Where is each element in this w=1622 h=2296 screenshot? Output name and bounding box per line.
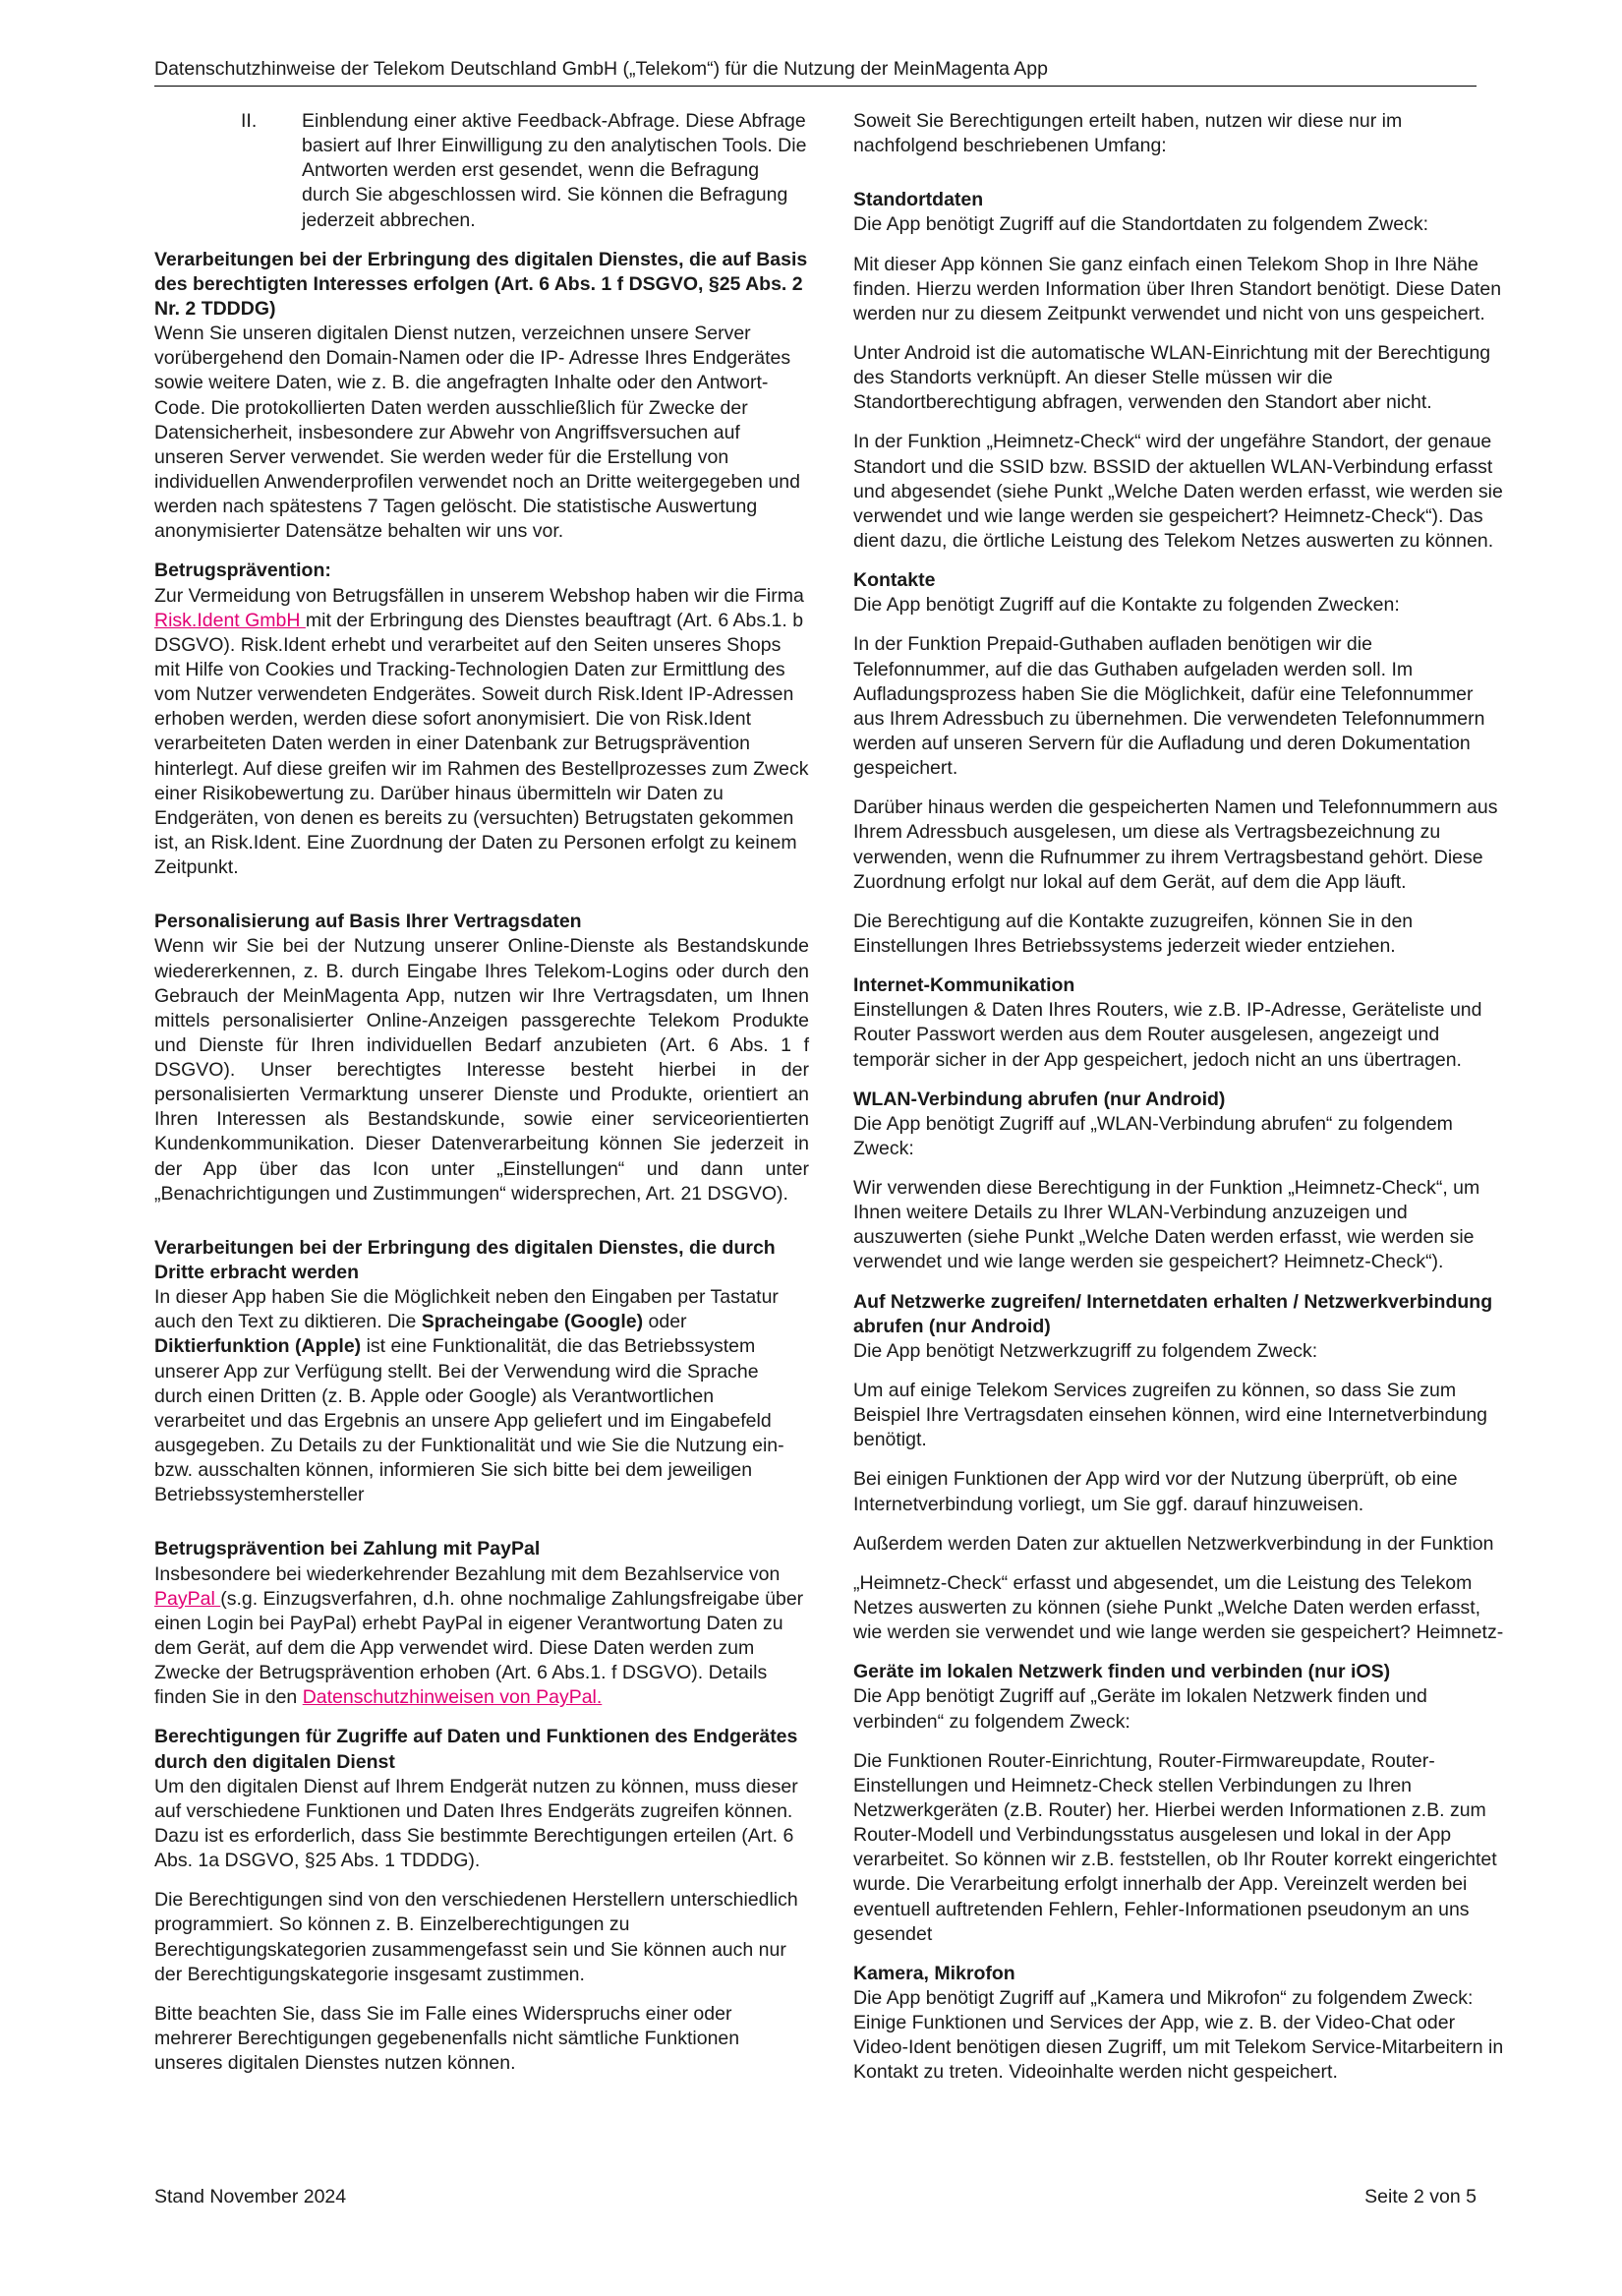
section-heading: Verarbeitungen bei der Erbringung des digitalen Dienstes, die auf Basis des berechtigten Interesses erfolgen (Art. 6 Abs. 1 f DSGVO, §25 Abs. 2 Nr. 2 TDDDG) bbox=[154, 248, 808, 320]
section-heading: Internet-Kommunikation bbox=[853, 974, 1075, 997]
paragraph bbox=[154, 1562, 809, 1711]
section-kontakte bbox=[853, 568, 1508, 959]
paragraph bbox=[154, 1285, 809, 1507]
text-run: mit der Erbringung des Dienstes beauftragt (Art. 6 Abs.1. b DSGVO). Risk.Ident erhebt und verarbeitet auf den Seiten unseres Shops mit Hilfe von Cookies und Tracking-Technologien Daten zur Ermittlung des vom Nutzer verwendeten Endgerätes. Soweit durch Risk.Ident IP-Adressen erhoben werden, werden diese sofort anonymisiert. Die von Risk.Ident verarbeiteten Daten werden in einer Datenbank zur Betrugsprävention hinterlegt. Auf diese greifen wir im Rahmen des Bestellprozesses zum Zweck einer Risikobewertung zu. Darüber hinaus übermitteln wir Daten zu Endgeräten, von denen es bereits zu (versuchten) Betrugstaten gekommen ist, an Risk.Ident. Eine Zuordnung der Daten zu Personen erfolgt zu keinem Zeitpunkt. bbox=[154, 609, 809, 879]
section-heading: WLAN-Verbindung abrufen (nur Android) bbox=[853, 1088, 1226, 1110]
text-run: oder bbox=[643, 1311, 687, 1333]
section-kamera-mikrofon bbox=[853, 1962, 1508, 2086]
risk-ident-link[interactable]: Risk.Ident GmbH bbox=[154, 609, 306, 631]
section-berechtigtes-interesse bbox=[154, 248, 809, 545]
bold-term: Diktierfunktion (Apple) bbox=[154, 1335, 362, 1358]
section-wlan-verbindung bbox=[853, 1088, 1508, 1275]
paragraph: Die App benötigt Zugriff auf „WLAN-Verbindung abrufen“ zu folgendem Zweck: bbox=[853, 1112, 1453, 1159]
page-number: Seite 2 von 5 bbox=[1364, 2186, 1477, 2208]
paragraph: Außerdem werden Daten zur aktuellen Netzwerkverbindung in der Funktion bbox=[853, 1532, 1494, 1555]
section-paypal bbox=[154, 1537, 809, 1710]
paragraph: Die Funktionen Router-Einrichtung, Router-Firmwareupdate, Router-Einstellungen und Heimnetz-Check stellen Verbindungen zu Ihren Netzwerkgeräten (z.B. Router) her. Hierbei werden Informationen z.B. zum Router-Modell und Verbindungsstatus ausgelesen und lokal in der App verarbeitet. So können wir z.B. feststellen, ob Ihr Router korrekt eingerichtet wurde. Die Verarbeitung erfolgt innerhalb der App. Vereinzelt werden bei eventuell auftretenden Fehlern, Fehler-Informationen pseudonym an uns gesendet bbox=[853, 1749, 1497, 1945]
left-column bbox=[154, 109, 809, 2090]
section-heading: Verarbeitungen bei der Erbringung des digitalen Dienstes, die durch Dritte erbracht werden bbox=[154, 1236, 776, 1284]
paragraph bbox=[154, 584, 809, 881]
paragraph: In der Funktion „Heimnetz-Check“ wird der ungefähre Standort, der genaue Standort und die SSID bzw. BSSID der aktuellen WLAN-Verbindung erfasst und abgesendet (siehe Punkt „Welche Daten werden erfasst, wie werden sie verwendet und wie lange werden sie gespeichert? Heimnetz-Check“). Das dient dazu, die örtliche Leistung des Telekom Netzes auswerten zu können. bbox=[853, 431, 1503, 552]
section-heading: Kontakte bbox=[853, 569, 936, 592]
paragraph: Bitte beachten Sie, dass Sie im Falle eines Widerspruchs einer oder mehrerer Berechtigungen gegebenenfalls nicht sämtliche Funktionen unseres digitalen Dienstes nutzen können. bbox=[154, 2002, 740, 2075]
section-betrugspraevention bbox=[154, 559, 809, 880]
section-heading: Kamera, Mikrofon bbox=[853, 1962, 1015, 1984]
section-heading: Betrugsprävention bei Zahlung mit PayPal bbox=[154, 1538, 541, 1560]
section-heading: Geräte im lokalen Netzwerk finden und verbinden (nur iOS) bbox=[853, 1661, 1391, 1683]
paragraph: Darüber hinaus werden die gespeicherten Namen und Telefonnummern aus Ihrem Adressbuch ausgelesen, um diese als Vertragsbezeichnung zu verwenden, wenn die Rufnummer zu ihrem Vertragsbestand gehört. Diese Zuordnung erfolgt nur lokal auf dem Gerät, auf dem die App läuft. bbox=[853, 796, 1498, 893]
paragraph: Wir verwenden diese Berechtigung in der Funktion „Heimnetz-Check“, um Ihnen weitere Details zu Ihrer WLAN-Verbindung anzuzeigen und auszuwerten (siehe Punkt „Welche Daten werden erfasst, wie werden sie verwendet und wie lange werden sie gespeichert? Heimnetz-Check“). bbox=[853, 1177, 1480, 1273]
paypal-link[interactable]: PayPal bbox=[154, 1587, 221, 1610]
text-run: ist eine Funktionalität, die das Betriebssystem unserer App zur Verfügung stellt. Bei der Verwendung wird die Sprache durch einen Dritten (z. B. Apple oder Google) als Verantwortlichen verarbeitet und das Ergebnis an unsere App geliefert und im Eingabefeld ausgegeben. Zu Details zu der Funktionalität und wie Sie die Nutzung ein- bzw. ausschalten können, informieren Sie sich bitte bei dem jeweiligen Betriebssystemhersteller bbox=[154, 1335, 784, 1506]
section-heading: Betrugsprävention: bbox=[154, 559, 331, 582]
paragraph: Die App benötigt Zugriff auf die Standortdaten zu folgendem Zweck: bbox=[853, 213, 1428, 236]
list-number: II. bbox=[241, 110, 258, 132]
text-run: (s.g. Einzugsverfahren, d.h. ohne nochmalige Zahlungsfreigabe über einen Login bei PayPal) erhebt PayPal in eigener Verantwortung Daten zu dem Gerät, auf dem die App verwendet wird. Diese Daten werden zum Zwecke der Betrugsprävention erhoben (Art. 6 Abs.1. f DSGVO). Details finden Sie in den bbox=[154, 1587, 804, 1709]
section-dritte bbox=[154, 1236, 809, 1508]
section-heading: Auf Netzwerke zugreifen/ Internetdaten erhalten / Netzwerkverbindung abrufen (nur Android) bbox=[853, 1290, 1493, 1337]
paragraph: Wenn wir Sie bei der Nutzung unserer Online-Dienste als Bestandskunde wiedererkennen, z. B. durch Eingabe Ihres Telekom-Logins oder durch den Gebrauch der MeinMagenta App, nutzen wir Ihre Vertragsdaten, um Ihnen mittels personalisierter Online-Anzeigen passgerechte Telekom Produkte und Dienste für Ihren individuellen Bedarf anzubieten (Art. 6 Abs. 1 f DSGVO). Unser berechtigtes Interesse besteht hierbei in der personalisierten Vermarktung unserer Dienste und Produkte, orientiert an Ihren Interessen als Bestandskunde, sowie einer serviceorientierten Kundenkommunikation. Dieser Datenverarbeitung können Sie jederzeit in der App über das Icon unter „Einstellungen“ und dann unter „Benachrichtigungen und Zustimmungen“ widersprechen, Art. 21 DSGVO). bbox=[154, 935, 809, 1205]
section-heading: Standortdaten bbox=[853, 189, 984, 211]
section-internet-kommunikation bbox=[853, 973, 1508, 1073]
paragraph: Die Berechtigung auf die Kontakte zuzugreifen, können Sie in den Einstellungen Ihres Betriebssystems jederzeit wieder entziehen. bbox=[853, 910, 1414, 957]
section-netzwerke bbox=[853, 1290, 1508, 1646]
paragraph: Einstellungen & Daten Ihres Routers, wie z.B. IP-Adresse, Geräteliste und Router Passwort werden aus dem Router ausgelesen, angezeigt und temporär sicher in der App gespeichert, jedoch nicht an uns übertragen. bbox=[853, 999, 1482, 1071]
intro-paragraph: Soweit Sie Berechtigungen erteilt haben, nutzen wir diese nur im nachfolgend beschriebenen Umfang: bbox=[853, 110, 1403, 157]
section-standortdaten bbox=[853, 188, 1508, 554]
paragraph: Die Berechtigungen sind von den verschiedenen Herstellern unterschiedlich programmiert. So können z. B. Einzelberechtigungen zu Berechtigungskategorien zusammengefasst sein und Sie können auch nur der Berechtigungskategorie insgesamt zustimmen. bbox=[154, 1889, 798, 1985]
paragraph: Unter Android ist die automatische WLAN-Einrichtung mit der Berechtigung des Standorts verknüpft. An dieser Stelle müssen wir die Standortberechtigung abfragen, verwenden den Standort aber nicht. bbox=[853, 341, 1491, 414]
section-heading: Personalisierung auf Basis Ihrer Vertragsdaten bbox=[154, 911, 582, 933]
section-berechtigungen bbox=[154, 1725, 809, 2076]
paragraph: Die App benötigt Zugriff auf „Geräte im lokalen Netzwerk finden und verbinden“ zu folgendem Zweck: bbox=[853, 1685, 1427, 1733]
text-run: Zur Vermeidung von Betrugsfällen in unserem Webshop haben wir die Firma bbox=[154, 584, 804, 607]
paragraph: Die App benötigt Netzwerkzugriff zu folgendem Zweck: bbox=[853, 1339, 1318, 1362]
paragraph: Mit dieser App können Sie ganz einfach einen Telekom Shop in Ihre Nähe finden. Hierzu werden Information über Ihren Standort benötigt. Diese Daten werden nur zu diesem Zeitpunkt verwendet und nicht von uns gespeichert. bbox=[853, 253, 1502, 324]
page-footer bbox=[154, 2185, 1477, 2209]
paragraph: Die App benötigt Zugriff auf die Kontakte zu folgenden Zwecken: bbox=[853, 594, 1400, 617]
paragraph: Bei einigen Funktionen der App wird vor der Nutzung überprüft, ob eine Internetverbindung vorliegt, um Sie ggf. darauf hinzuweisen. bbox=[853, 1468, 1458, 1515]
page-header: Datenschutzhinweise der Telekom Deutschland GmbH („Telekom“) für die Nutzung der MeinMagenta App bbox=[154, 57, 1477, 87]
list-item-ii bbox=[154, 109, 809, 233]
paragraph: Die App benötigt Zugriff auf „Kamera und Mikrofon“ zu folgendem Zweck: Einige Funktionen und Services der App, wie z. B. der Video-Chat oder Video-Ident benötigen diesen Zugriff, um mit Telekom Service-Mitarbeitern in Kontakt zu treten. Videoinhalte werden nicht gespeichert. bbox=[853, 1987, 1504, 2084]
section-lokales-netzwerk bbox=[853, 1660, 1508, 1947]
footer-date: Stand November 2024 bbox=[154, 2186, 347, 2208]
list-item-text: Einblendung einer aktive Feedback-Abfrage. Diese Abfrage basiert auf Ihrer Einwilligung zu den analytischen Tools. Die Antworten werden erst gesendet, wenn die Befragung durch Sie abgeschlossen wird. Sie können die Befragung jederzeit abbrechen. bbox=[302, 110, 807, 231]
paragraph: In der Funktion Prepaid-Guthaben aufladen benötigen wir die Telefonnummer, auf die das Guthaben aufgeladen werden soll. Im Aufladungsprozess haben Sie die Möglichkeit, dafür eine Telefonnummer aus Ihrem Adressbuch zu übernehmen. Die verwendeten Telefonnummern werden auf unseren Servern für die Aufladung und deren Dokumentation gespeichert. bbox=[853, 633, 1485, 780]
section-personalisierung bbox=[154, 910, 809, 1207]
paragraph: Wenn Sie unseren digitalen Dienst nutzen, verzeichnen unsere Server vorübergehend den Domain-Namen oder die IP- Adresse Ihres Endgerätes sowie weitere Daten, wie z. B. die angefragten Inhalte oder den Antwort-Code. Die protokollierten Daten werden ausschließlich für Zwecke der Datensicherheit, insbesondere zur Abwehr von Angriffsversuchen auf unseren Server verwendet. Sie werden weder für die Erstellung von individuellen Anwenderprofilen verwendet noch an Dritte weitergegeben und werden nach spätestens 7 Tagen gelöscht. Die statistische Auswertung anonymisierter Datensätze behalten wir uns vor. bbox=[154, 323, 800, 543]
right-column bbox=[853, 109, 1508, 2100]
section-heading: Berechtigungen für Zugriffe auf Daten und Funktionen des Endgerätes durch den digitalen Dienst bbox=[154, 1726, 798, 1773]
text-run: Insbesondere bei wiederkehrender Bezahlung mit dem Bezahlservice von bbox=[154, 1562, 781, 1585]
bold-term: Spracheingabe (Google) bbox=[421, 1311, 644, 1333]
paypal-privacy-link[interactable]: Datenschutzhinweisen von PayPal. bbox=[302, 1686, 603, 1709]
text-run: In dieser App haben Sie die Möglichkeit neben den Eingaben per Tastatur auch den Text zu diktieren. Die bbox=[154, 1286, 779, 1333]
paragraph: Um den digitalen Dienst auf Ihrem Endgerät nutzen zu können, muss dieser auf verschiedene Funktionen und Daten Ihres Endgeräts zugreifen können. Dazu ist es erforderlich, dass Sie bestimmte Berechtigungen erteilen (Art. 6 Abs. 1a DSGVO, §25 Abs. 1 TDDDG). bbox=[154, 1775, 798, 1872]
paragraph: „Heimnetz-Check“ erfasst und abgesendet, um die Leistung des Telekom Netzes auswerten zu können (siehe Punkt „Welche Daten werden erfasst, wie werden sie verwendet und wie lange werden sie gespeichert? Heimnetz- bbox=[853, 1571, 1504, 1644]
paragraph: Um auf einige Telekom Services zugreifen zu können, so dass Sie zum Beispiel Ihre Vertragsdaten einsehen können, wird eine Internetverbindung benötigt. bbox=[853, 1380, 1488, 1451]
